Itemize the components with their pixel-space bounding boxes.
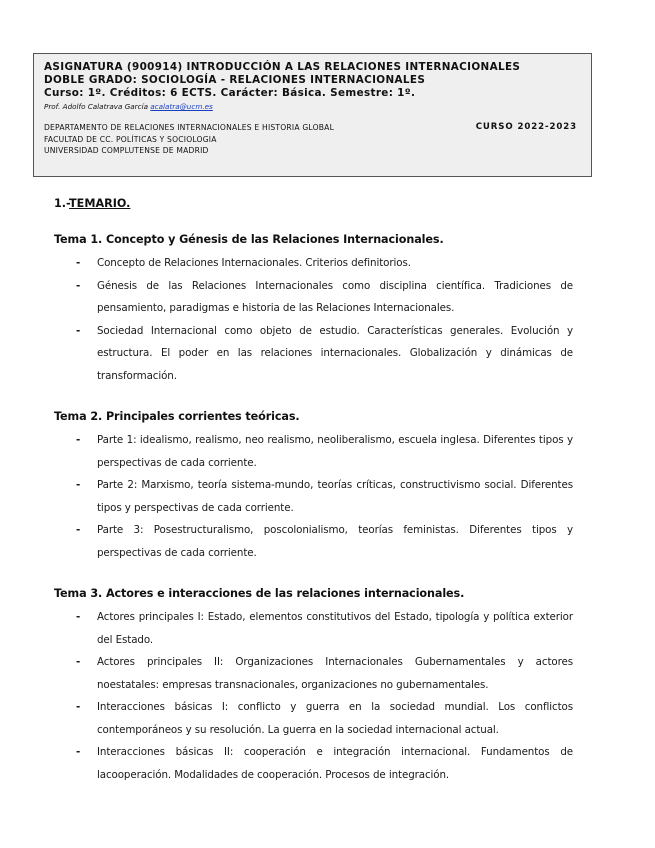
list-item: - Parte 3: Posestructuralismo, poscolonialismo, teorías feministas. Diferentes tipos y perspectivas de cada corriente. [76,519,573,564]
university-name: UNIVERSIDAD COMPLUTENSE DE MADRID [44,146,209,155]
professor-line [44,101,581,112]
tema-2-title: Tema 2. Principales corrientes teóricas. [54,410,300,423]
course-header-box [33,53,592,177]
institution-block [44,122,581,157]
tema-2-list [76,429,573,564]
list-item: - Interacciones básicas II: cooperación e integración internacional. Fundamentos de lacooperación. Modalidades de cooperación. Procesos de integración. [76,741,573,786]
section-heading [54,197,130,210]
professor-name: Prof. Adolfo Calatrava García [44,102,148,111]
tema-3-list [76,606,573,786]
course-year: CURSO 2022-2023 [475,122,577,132]
list-item: - Interacciones básicas I: conflicto y guerra en la sociedad mundial. Los conflictos contemporáneos y su resolución. La guerra en la sociedad internacional actual. [76,696,573,741]
tema-1-title: Tema 1. Concepto y Génesis de las Relaciones Internacionales. [54,233,444,246]
degree-line: DOBLE GRADO: SOCIOLOGÍA - RELACIONES INTERNACIONALES [44,74,426,86]
department-name: DEPARTAMENTO DE RELACIONES INTERNACIONALES E HISTORIA GLOBAL [44,123,335,132]
professor-email-link[interactable]: acalatra@ucm.es [150,102,213,111]
section-title: TEMARIO. [69,197,131,210]
tema-3-title: Tema 3. Actores e interacciones de las relaciones internacionales. [54,587,465,600]
list-item: - Génesis de las Relaciones Internacionales como disciplina científica. Tradiciones de pensamiento, paradigmas e historia de las Relaciones Internacionales. [76,275,573,320]
course-details: Curso: 1º. Créditos: 6 ECTS. Carácter: Básica. Semestre: 1º. [44,87,416,99]
faculty-name: FACULTAD DE CC. POLÍTICAS Y SOCIOLOGIA [44,134,217,144]
list-item: - Concepto de Relaciones Internacionales. Criterios definitorios. [76,252,573,275]
tema-1-list [76,252,573,387]
section-number: 1.- [54,197,70,210]
list-item: - Actores principales II: Organizaciones Internacionales Gubernamentales y actores noestatales: empresas transnacionales, organizaciones no gubernamentales. [76,651,573,696]
course-title: ASIGNATURA (900914) INTRODUCCIÓN A LAS RELACIONES INTERNACIONALES [44,61,521,73]
list-item: - Actores principales I: Estado, elementos constitutivos del Estado, tipología y política exterior del Estado. [76,606,573,651]
list-item: - Sociedad Internacional como objeto de estudio. Características generales. Evolución y estructura. El poder en las relaciones internacionales. Globalización y dinámicas de transformación. [76,320,573,388]
list-item: - Parte 1: idealismo, realismo, neo realismo, neoliberalismo, escuela inglesa. Diferentes tipos y perspectivas de cada corriente. [76,429,573,474]
list-item: - Parte 2: Marxismo, teoría sistema-mundo, teorías críticas, constructivismo social. Diferentes tipos y perspectivas de cada corriente. [76,474,573,519]
